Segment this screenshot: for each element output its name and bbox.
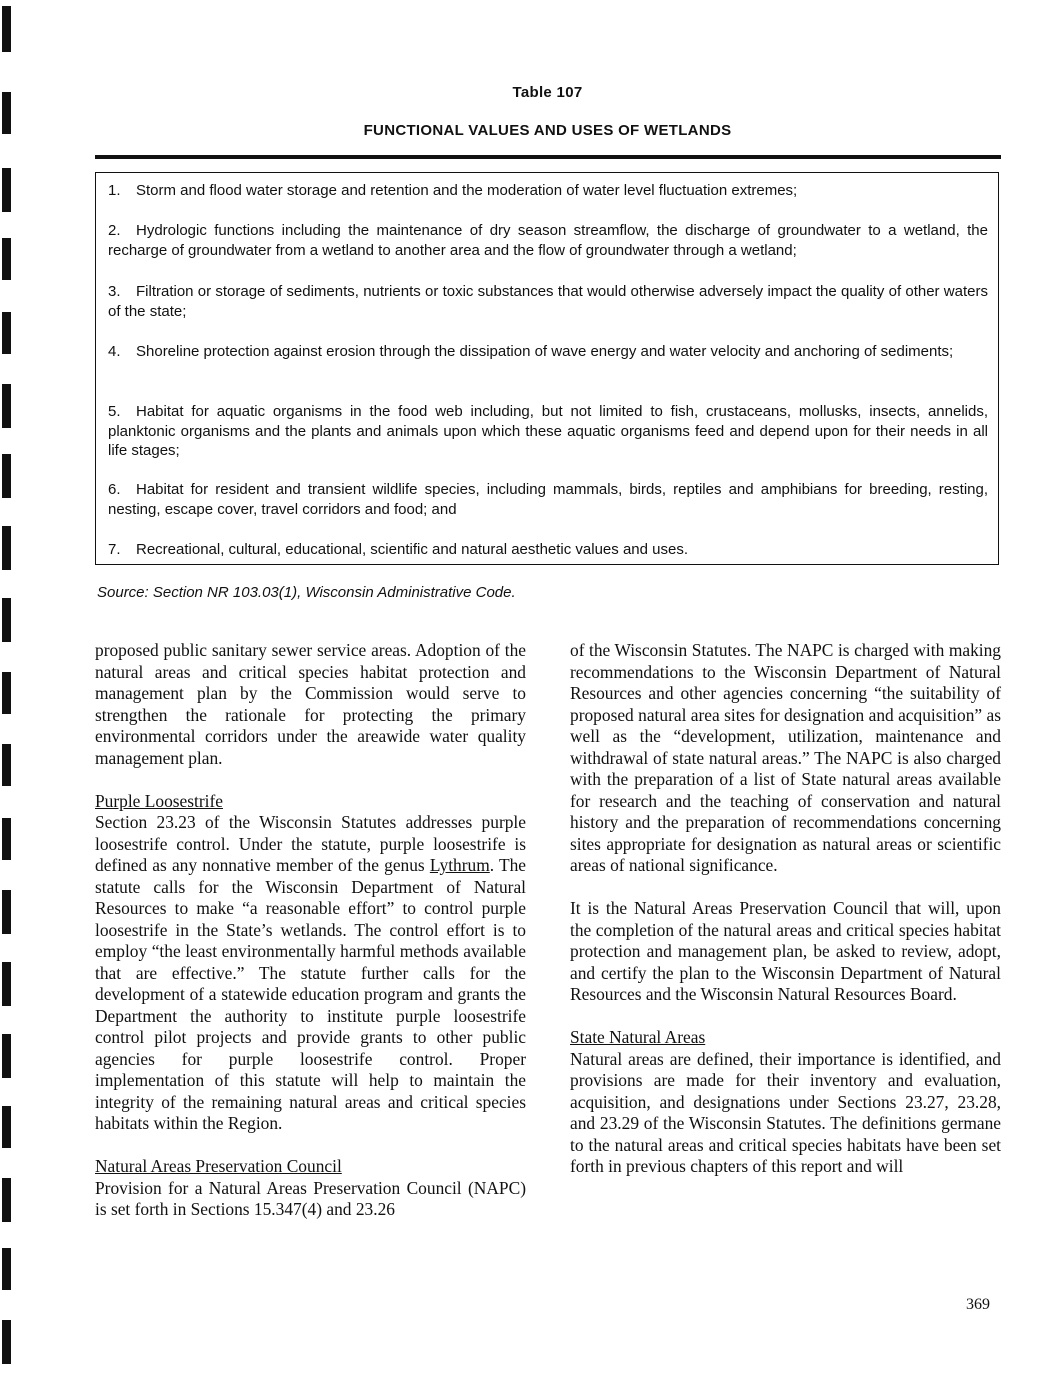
edge-mark	[2, 312, 11, 354]
edge-mark	[2, 238, 11, 280]
paragraph: Provision for a Natural Areas Preservation Council (NAPC) is set forth in Sections 15.347(4) and 23.26	[95, 1177, 526, 1219]
wetland-value-item	[108, 402, 988, 461]
edge-mark	[2, 1178, 11, 1222]
edge-mark	[2, 962, 11, 1006]
item-number: 3.	[108, 283, 121, 300]
left-text-column	[95, 640, 526, 1221]
scan-edge-marks	[0, 0, 14, 1380]
item-text: Storm and flood water storage and retention and the moderation of water level fluctuation extremes;	[136, 182, 798, 199]
edge-mark	[2, 1034, 11, 1078]
table-number: Table 107	[512, 84, 583, 101]
table-top-rule	[95, 155, 1001, 159]
page-number: 369	[966, 1296, 990, 1313]
edge-mark	[2, 672, 11, 714]
wetland-value-item	[108, 342, 988, 362]
section-heading: Purple Loosestrife	[95, 790, 223, 811]
paragraph: of the Wisconsin Statutes. The NAPC is charged with making recommendations to the Wisconsin Department of Natural Resources and other agencies concerning “the suitability of proposed natural area sites for designation and acquisition” as well as the “development, utilization, maintenance and withdrawal of state natural areas.” The NAPC is also charged with the preparation of a list of State natural areas available for research and the teaching of conservation and natural history and the preparation of recommendations concerning sites appropriate for designation as natural areas or scientific areas of national significance.	[570, 640, 1001, 875]
item-text: Hydrologic functions including the maintenance of dry season streamflow, the discharge of groundwater to a wetland, the recharge of groundwater from a wetland to another area and the flow of groundwater through a wetland;	[108, 222, 988, 259]
wetland-values-box	[95, 172, 999, 565]
paragraph: proposed public sanitary sewer service areas. Adoption of the natural areas and critical species habitat protection and management plan by the Commission would serve to strengthen the rationale for protecting the primary environmental corridors under the areawide water quality management plan.	[95, 640, 526, 768]
edge-mark	[2, 1320, 11, 1364]
edge-mark	[2, 818, 11, 860]
edge-mark	[2, 454, 11, 498]
item-number: 7.	[108, 541, 121, 558]
paragraph: Natural areas are defined, their importance is identified, and provisions are made for their inventory and evaluation, acquisition, and designations under Sections 23.27, 23.28, and 23.29 of the Wisconsin Statutes. The definitions germane to the natural areas and critical species habitats have been set forth in previous chapters of this report and will	[570, 1048, 1001, 1176]
item-number: 4.	[108, 343, 121, 360]
item-text: Habitat for resident and transient wildlife species, including mammals, birds, reptiles and amphibians for breeding, resting, nesting, escape cover, travel corridors and food; and	[108, 481, 988, 518]
item-number: 1.	[108, 182, 121, 199]
item-text: Recreational, cultural, educational, scientific and natural aesthetic values and uses.	[136, 541, 688, 558]
paragraph	[95, 812, 526, 1135]
item-number: 6.	[108, 481, 121, 498]
table-title: FUNCTIONAL VALUES AND USES OF WETLANDS	[363, 122, 732, 139]
section-heading: Natural Areas Preservation Council	[95, 1156, 342, 1176]
wetland-value-item	[108, 181, 988, 201]
edge-mark	[2, 744, 11, 786]
paragraph: It is the Natural Areas Preservation Council that will, upon the completion of the natural areas and critical species habitat protection and management plan, be asked to review, adopt, and certify the plan to the Wisconsin Department of Natural Resources and the Wisconsin Natural Resources Board.	[570, 898, 1001, 1004]
right-text-column	[570, 640, 1001, 1178]
section-heading: State Natural Areas	[570, 1027, 706, 1047]
item-number: 5.	[108, 403, 121, 420]
item-text: Habitat for aquatic organisms in the food web including, but not limited to fish, crustaceans, mollusks, insects, annelids, planktonic organisms and the plants and animals upon which these aquatic organisms feed and depend upon for their needs in all life stages;	[108, 403, 988, 459]
edge-mark	[2, 1248, 11, 1290]
wetland-value-item	[108, 282, 988, 321]
wetland-value-item	[108, 540, 988, 560]
edge-mark	[2, 526, 11, 570]
item-number: 2.	[108, 222, 121, 239]
table-source-note: Source: Section NR 103.03(1), Wisconsin Administrative Code.	[97, 584, 516, 601]
item-text: Shoreline protection against erosion through the dissipation of wave energy and water velocity and anchoring of sediments;	[136, 343, 954, 360]
edge-mark	[2, 168, 11, 212]
wetland-value-item	[108, 480, 988, 519]
item-text: Filtration or storage of sediments, nutrients or toxic substances that would otherwise adversely impact the quality of other waters of the state;	[108, 283, 988, 320]
edge-mark	[2, 6, 11, 52]
paragraph-text: Section 23.23 of the Wisconsin Statutes addresses purple loosestrife control. Under the statute, purple loosestrife is defined as any nonnative member of the genus	[95, 812, 526, 875]
edge-mark	[2, 598, 11, 642]
edge-mark	[2, 1106, 11, 1148]
genus-name: Lythrum	[429, 855, 490, 875]
wetland-value-item	[108, 221, 988, 260]
edge-mark	[2, 890, 11, 934]
paragraph-text: . The statute calls for the Wisconsin Department of Natural Resources to make “a reasonable effort” to control purple loosestrife in the State’s wetlands. The control effort is to employ “the least environmentally harmful methods available that are effective.” The statute further calls for the development of a statewide education program and grants the Department the authority to institute purple loosestrife control pilot projects and provide grants to other public agencies for purple loosestrife control. Proper implementation of this statute will help to maintain the integrity of the remaining natural areas and critical species habitats within the Region.	[95, 855, 526, 1133]
edge-mark	[2, 384, 11, 428]
